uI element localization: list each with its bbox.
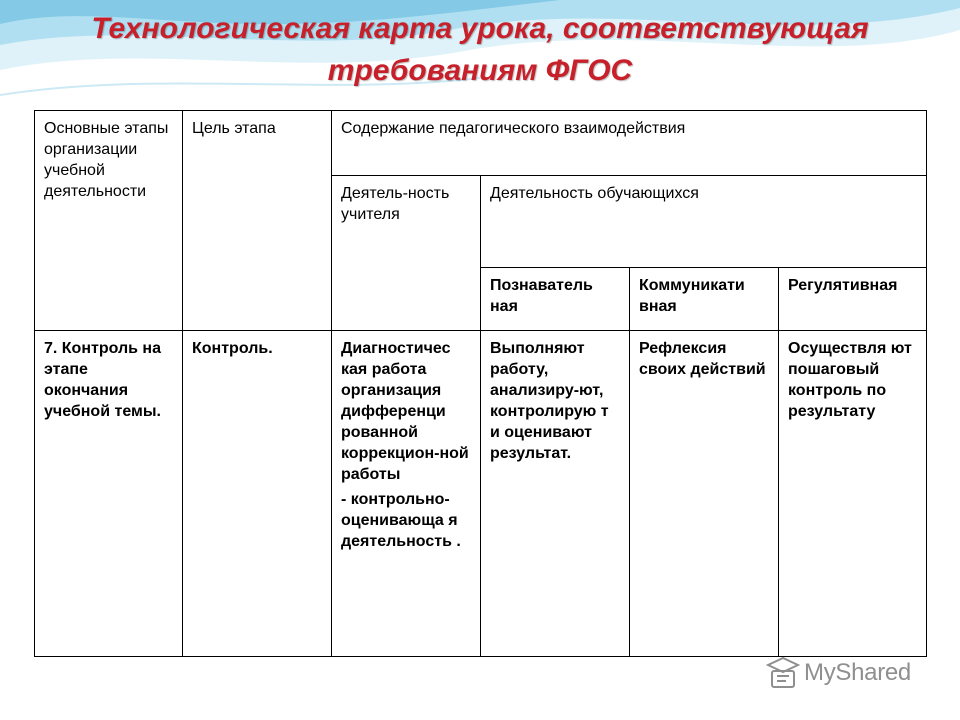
slide-title — [0, 8, 960, 92]
header-students: Деятельность обучающихся — [481, 176, 927, 268]
cell-teacher-part1: Диагностичес кая работа организация дифференци рованной коррекцион-ной работы — [341, 340, 469, 483]
cell-communicative: Рефлексия своих действий — [630, 331, 779, 657]
header-regulative: Регулятивная — [779, 268, 927, 331]
cell-regulative: Осуществля ют пошаговый контроль по результату — [779, 331, 927, 657]
cell-teacher-part2: - контрольно-оценивающа я деятельность . — [341, 491, 461, 550]
lesson-map-table — [34, 110, 927, 657]
header-stages: Основные этапы организации учебной деятельности — [35, 111, 183, 331]
header-goal: Цель этапа — [183, 111, 332, 331]
header-cognitive: Познаватель ная — [481, 268, 630, 331]
cell-goal: Контроль. — [183, 331, 332, 657]
watermark — [766, 655, 926, 695]
table-row — [35, 331, 927, 657]
cell-teacher — [332, 331, 481, 657]
header-content: Содержание педагогического взаимодействия — [332, 111, 927, 176]
slide-title-line2: требованиям ФГОС — [327, 54, 633, 87]
header-teacher: Деятель-ность учителя — [332, 176, 481, 331]
mortarboard-icon — [766, 655, 800, 691]
slide-title-line1: Технологическая карта урока, соответствующая — [91, 12, 869, 45]
cell-stage: 7. Контроль на этапе окончания учебной темы. — [35, 331, 183, 657]
watermark-text: MyShared — [804, 659, 911, 686]
cell-cognitive: Выполняют работу, анализиру-ют, контролирую т и оценивают результат. — [481, 331, 630, 657]
header-communicative: Коммуникати вная — [630, 268, 779, 331]
header-row-1 — [35, 111, 927, 176]
